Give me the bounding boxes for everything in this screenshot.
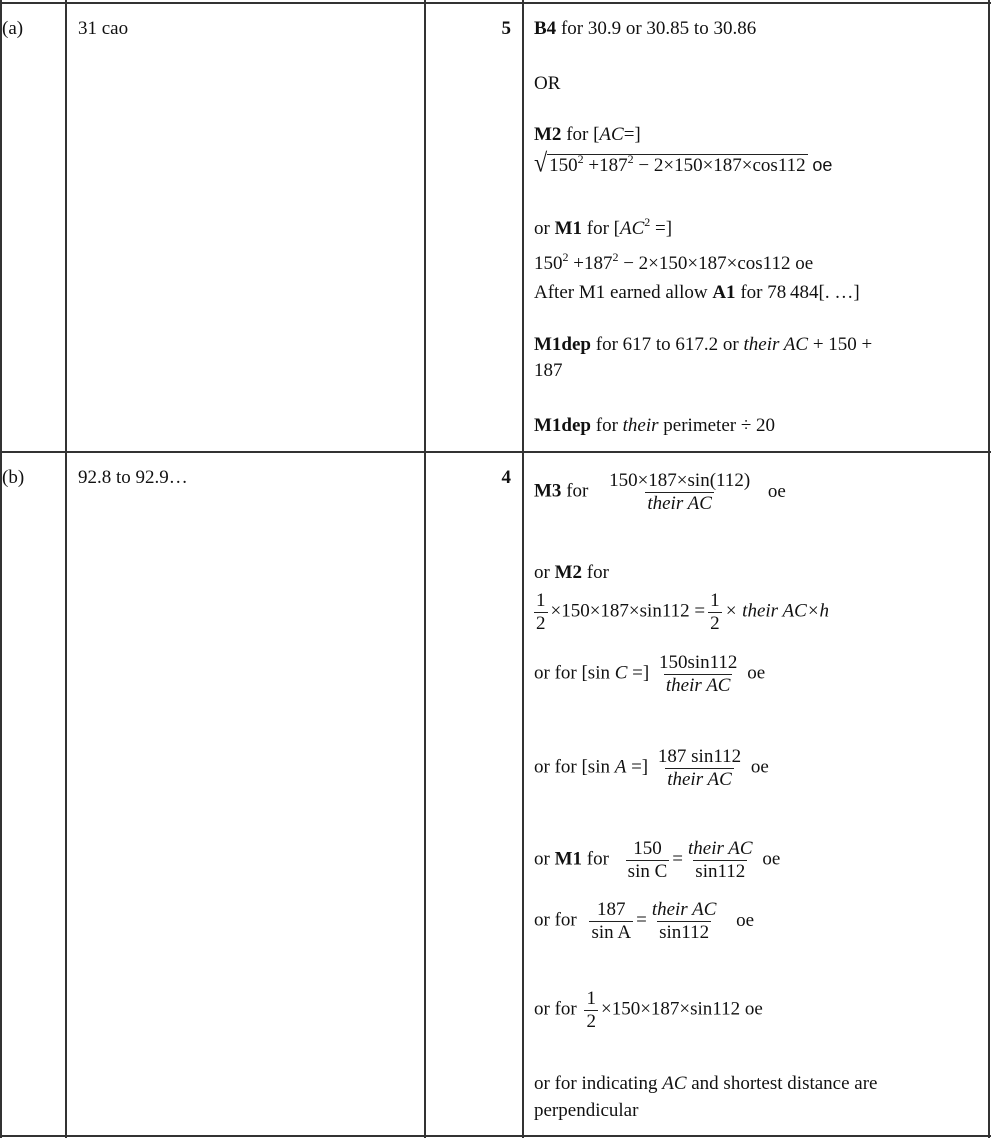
guidance-m3: M3 for $\frac{150\times 187\times\sin(112)}{\text{their AC}}$ oe <box>534 470 786 514</box>
guidance-m2-sqrt-expression: √ $150^2 +187^2 - 2\times 150\times 187\times\cos 112$ oe <box>534 149 833 179</box>
guidance-m1dep-divide: M1dep for their perimeter ÷ 20 <box>534 415 776 436</box>
row-divider <box>0 451 991 453</box>
guidance-perpendicular-cont: perpendicular <box>534 1100 639 1121</box>
guidance-sin-a: or for [sin A =] $\frac{187 \sin 112}{\text{their AC}}$ oe <box>534 746 769 790</box>
column-divider <box>65 0 67 1138</box>
column-divider <box>522 0 524 1138</box>
guidance-a1: After M1 earned allow A1 for 78 484[. …] <box>534 282 860 303</box>
guidance-m1dep-perimeter-cont: 187 <box>534 360 563 381</box>
table-right-border <box>988 0 990 1138</box>
guidance-alt-sine-rule: or for $\frac{187}{\text{sin A}}$ = $\frac{\text{their AC}}{\sin 112}$ oe <box>534 899 755 943</box>
marks: 4 <box>501 467 511 488</box>
guidance-m1dep-perimeter: M1dep for 617 to 617.2 or their AC + 150 + <box>534 334 873 355</box>
guidance-m2: or M2 for <box>534 562 609 583</box>
table-left-border <box>0 0 2 1138</box>
answer: 31 cao <box>78 18 129 39</box>
guidance-m1-sine-rule: or M1 for $\frac{150}{\text{sin C}}$ = $\frac{\text{their AC}}{\sin 112}$ oe <box>534 838 781 882</box>
guidance-perpendicular: or for indicating AC and shortest distance are <box>534 1073 878 1094</box>
guidance-b4: B4 for 30.9 or 30.85 to 30.86 <box>534 18 757 39</box>
table-top-border <box>0 2 991 4</box>
guidance-sin-c: or for [sin C =] $\frac{150\sin 112}{\text{their AC}}$ oe <box>534 652 766 696</box>
guidance-m2-area-equation: $\frac{1}{2}$ ×150×187×sin112 = $\frac{1}{2}$ × their AC×h <box>536 590 830 634</box>
answer: 92.8 to 92.9… <box>78 467 188 488</box>
column-divider <box>424 0 426 1138</box>
part-label: (a) <box>2 18 24 39</box>
marks: 5 <box>501 18 511 39</box>
table-bottom-border <box>0 1135 991 1137</box>
guidance-area: or for $\frac{1}{2}$ ×150×187×sin112 oe <box>534 988 763 1032</box>
guidance-m2: M2 for [AC=] <box>534 124 641 145</box>
guidance-m1-expression: $150^2 +187^2 - 2\times 150\times 187\times\cos 112$ oe <box>534 250 814 274</box>
part-label: (b) <box>2 467 25 488</box>
guidance-m1: or M1 for [$AC^2$ =] <box>534 215 673 239</box>
guidance-or: OR <box>534 73 561 94</box>
